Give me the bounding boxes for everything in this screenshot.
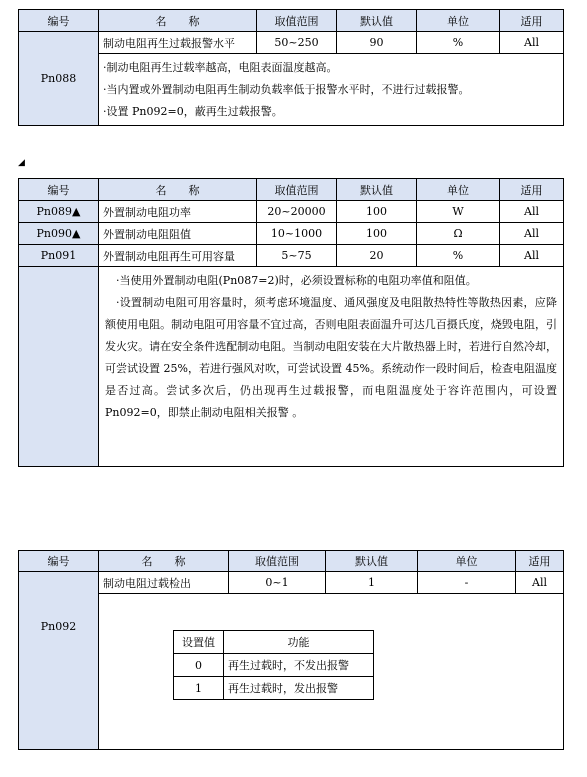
header-apply: 适用 <box>500 179 564 201</box>
header-range: 取值范围 <box>229 551 326 572</box>
param-range: 20~20000 <box>257 201 337 223</box>
header-code: 编号 <box>19 179 99 201</box>
param-unit: W <box>417 201 500 223</box>
description-cell <box>99 594 564 750</box>
param-table-pn092 <box>18 550 564 750</box>
header-range: 取值范围 <box>257 179 337 201</box>
param-unit: Ω <box>417 223 500 245</box>
param-table-pn088 <box>18 9 564 126</box>
header-unit: 单位 <box>418 551 516 572</box>
param-code: Pn089▲ <box>19 201 99 223</box>
header-name: 名 称 <box>99 551 229 572</box>
param-unit: % <box>417 32 500 54</box>
param-table-pn089-091 <box>18 178 564 467</box>
header-name: 名 称 <box>99 10 257 32</box>
param-apply: All <box>500 245 564 267</box>
description-paragraph: ·当使用外置制动电阻(Pn087=2)时，必须设置标称的电阻功率值和阻值。 <box>116 274 477 287</box>
param-code: Pn092 <box>19 572 99 750</box>
description-line: ·设置 Pn092=0，蔽再生过载报警。 <box>103 104 283 118</box>
param-default: 100 <box>337 223 417 245</box>
setting-table <box>173 630 374 700</box>
param-default: 90 <box>337 32 417 54</box>
header-unit: 单位 <box>417 179 500 201</box>
param-name: 外置制动电阻功率 <box>99 201 257 223</box>
param-name: 制动电阻再生过载报警水平 <box>99 32 257 54</box>
setting-value: 1 <box>174 677 224 700</box>
description-cell <box>99 54 564 126</box>
param-default: 20 <box>337 245 417 267</box>
header-range: 取值范围 <box>257 10 337 32</box>
header-default: 默认值 <box>337 179 417 201</box>
param-default: 100 <box>337 201 417 223</box>
param-range: 10~1000 <box>257 223 337 245</box>
header-apply: 适用 <box>500 10 564 32</box>
param-name: 外置制动电阻阻值 <box>99 223 257 245</box>
param-unit: - <box>418 572 516 594</box>
setting-header-function: 功能 <box>224 631 374 654</box>
param-code: Pn090▲ <box>19 223 99 245</box>
param-name: 制动电阻过载检出 <box>99 572 229 594</box>
param-code: Pn091 <box>19 245 99 267</box>
param-apply: All <box>500 201 564 223</box>
setting-function: 再生过载时，不发出报警 <box>224 654 374 677</box>
param-name: 外置制动电阻再生可用容量 <box>99 245 257 267</box>
header-default: 默认值 <box>337 10 417 32</box>
param-apply: All <box>500 32 564 54</box>
param-range: 50~250 <box>257 32 337 54</box>
param-unit: % <box>417 245 500 267</box>
param-apply: All <box>500 223 564 245</box>
empty-code-cell <box>19 267 99 467</box>
description-paragraph: ·设置制动电阻可用容量时，须考虑环境温度、通风强度及电阻散热特性等散热因素，应降额使用电阻。制动电阻可用容量不宜过高，否则电阻表面温升可达几百摄氏度，烧毁电阻，引发火灾。请在安全条件选配制动电阻。当制动电阻安装在大片散热器上时，若进行自然冷却，可尝试设置 25%，若进行强风对吹，可尝试设置 45%。系统动作一段时间后，检查电阻温度是否过高。尝试多次后，仍出现再生过载报警，而电阻温度处于容许范围内，可设置 Pn092=0，即禁止制动电阻相关报警 。 <box>105 296 557 419</box>
param-apply: All <box>516 572 564 594</box>
setting-function: 再生过载时，发出报警 <box>224 677 374 700</box>
param-range: 5~75 <box>257 245 337 267</box>
header-name: 名 称 <box>99 179 257 201</box>
header-default: 默认值 <box>326 551 418 572</box>
description-cell <box>99 267 564 467</box>
param-code: Pn088 <box>19 32 99 126</box>
header-unit: 单位 <box>417 10 500 32</box>
param-range: 0~1 <box>229 572 326 594</box>
section-marker: ◢ <box>18 158 25 168</box>
param-default: 1 <box>326 572 418 594</box>
header-code: 编号 <box>19 551 99 572</box>
setting-value: 0 <box>174 654 224 677</box>
header-code: 编号 <box>19 10 99 32</box>
description-line: ·当内置或外置制动电阻再生制动负载率低于报警水平时，不进行过载报警。 <box>103 82 470 96</box>
setting-header-value: 设置值 <box>174 631 224 654</box>
header-apply: 适用 <box>516 551 564 572</box>
description-line: ·制动电阻再生过载率越高，电阻表面温度越高。 <box>103 60 338 74</box>
